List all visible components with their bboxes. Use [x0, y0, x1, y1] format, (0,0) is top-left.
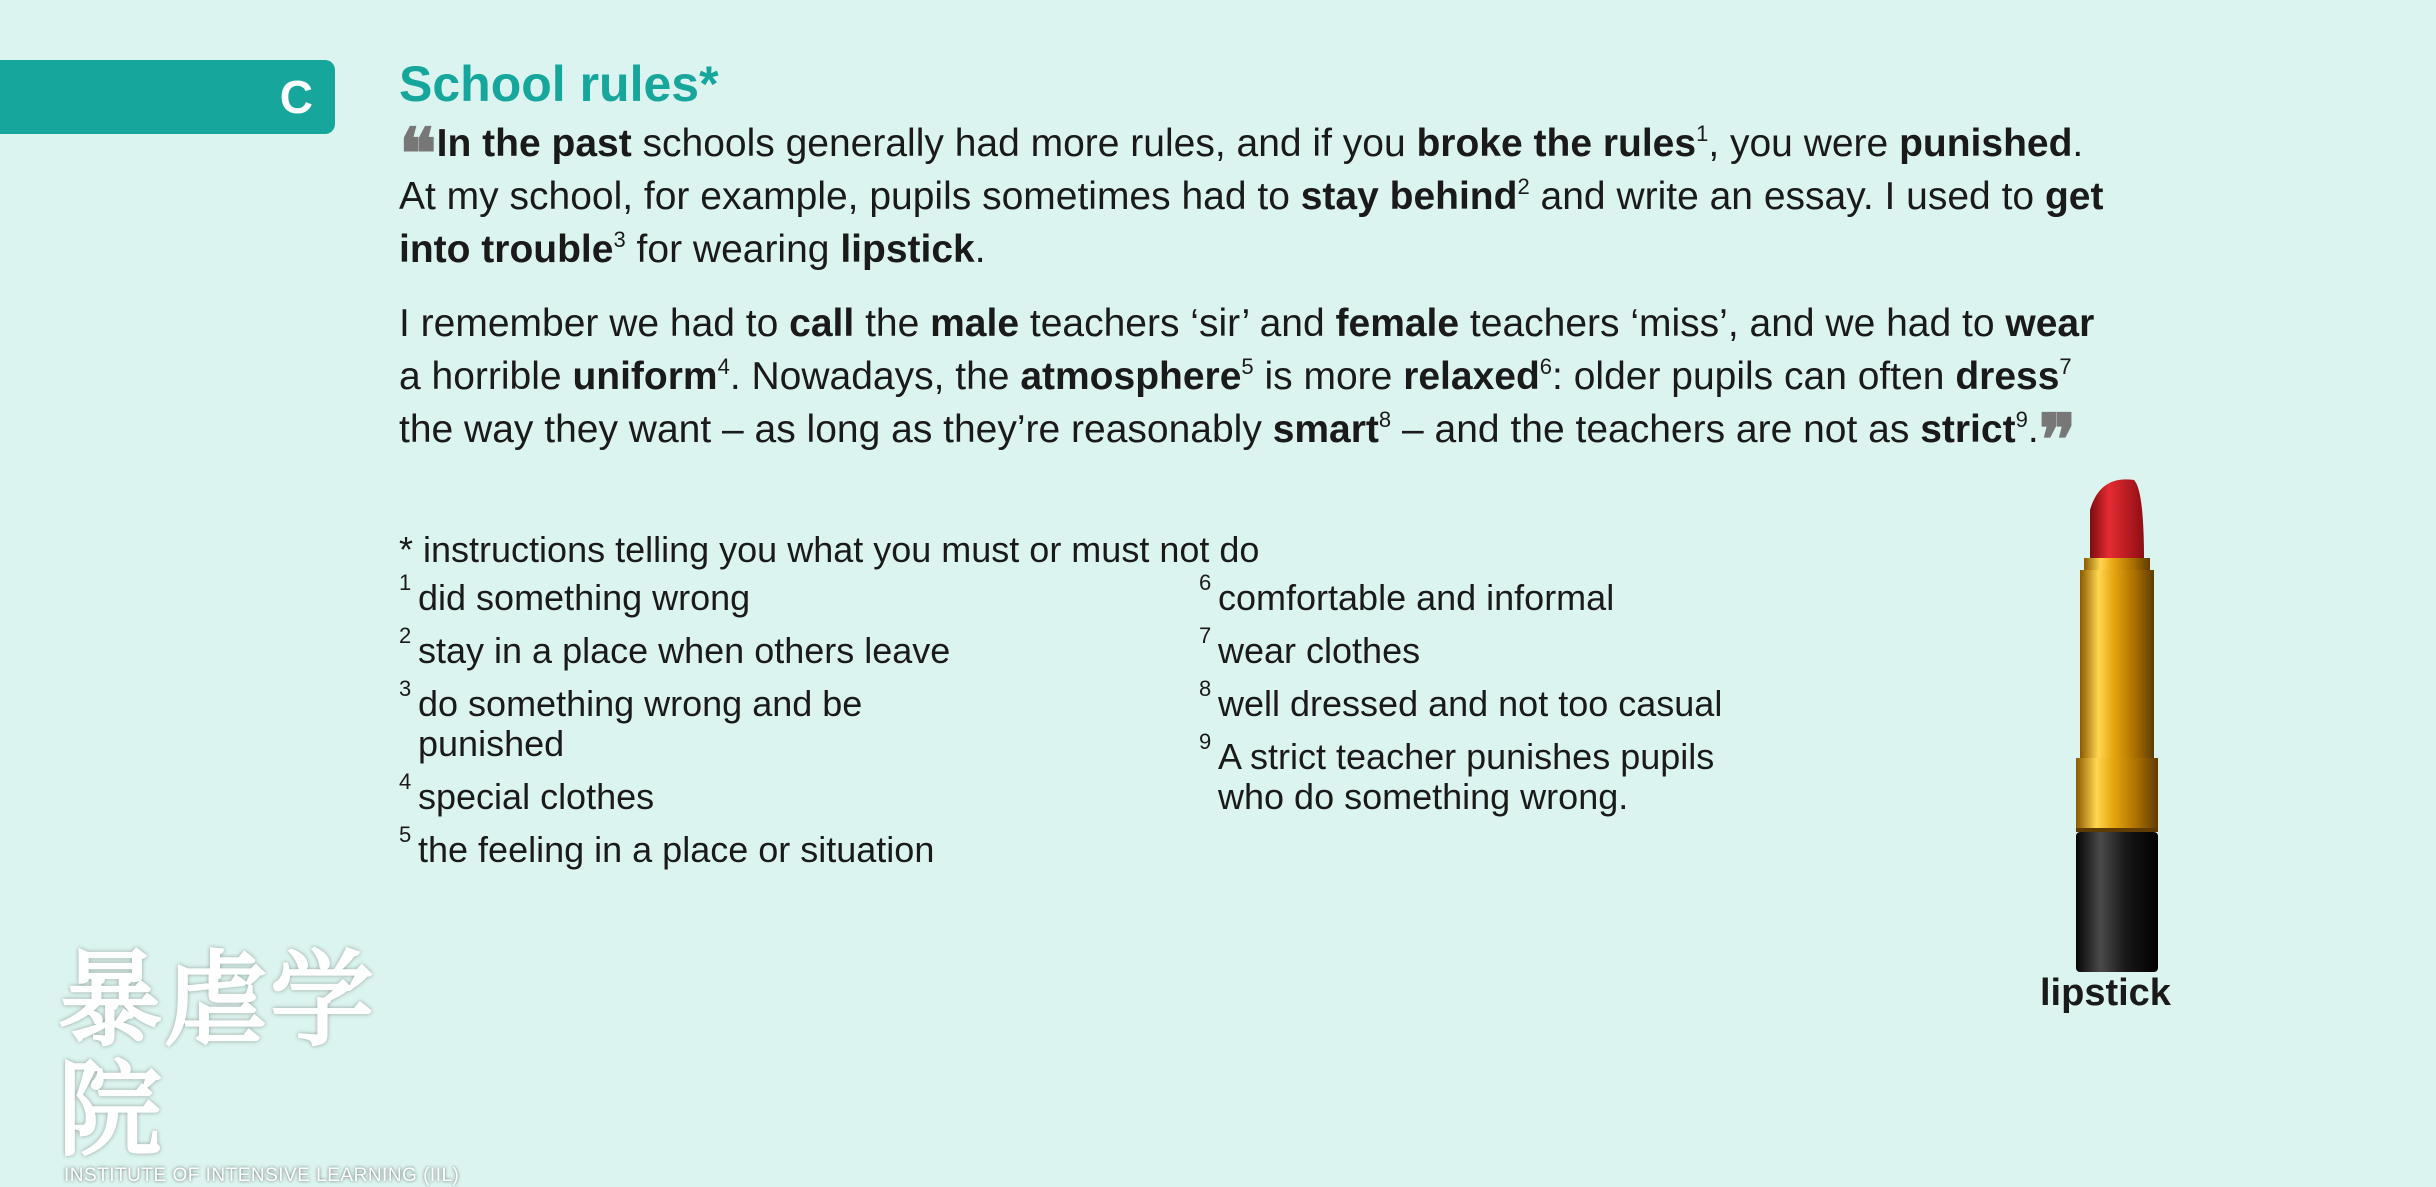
text-run: . At my school, for example, pupils sometimes had to — [399, 122, 2084, 218]
text-run: – and the teachers are not as — [1391, 408, 1921, 451]
text-run: is more — [1253, 355, 1404, 398]
glossary-item — [399, 676, 978, 764]
section-tab — [0, 60, 335, 134]
glossary-item — [1199, 676, 1778, 724]
bold-phrase: female — [1335, 302, 1460, 345]
bold-phrase: wear — [2005, 302, 2095, 345]
glossary-text: stay in a place when others leave — [418, 630, 951, 671]
section-title: School rules* — [399, 56, 719, 112]
bold-phrase: male — [930, 302, 1020, 345]
glossary-number: 8 — [1199, 676, 1212, 701]
glossary-text: special clothes — [418, 776, 655, 817]
footnote-ref: 1 — [1696, 121, 1709, 146]
bold-phrase: call — [789, 302, 855, 345]
watermark-logo — [58, 939, 478, 1186]
bold-phrase: dress — [1955, 355, 2060, 398]
text-run: , you were — [1708, 122, 1900, 165]
glossary-text: do something wrong and be punished — [418, 683, 863, 764]
bold-phrase: uniform — [572, 355, 718, 398]
bold-phrase: strict — [1920, 408, 2016, 451]
glossary-number: 1 — [399, 570, 412, 595]
text-run: . — [974, 228, 986, 271]
glossary-left — [399, 570, 978, 883]
footnote-ref: 2 — [1517, 174, 1530, 199]
glossary-item — [1199, 570, 1778, 618]
footnote-ref: 4 — [717, 354, 730, 379]
text-run: schools generally had more rules, and if you — [631, 122, 1417, 165]
open-quote-icon: ❝ — [399, 112, 437, 195]
glossary-text: comfortable and informal — [1218, 577, 1615, 618]
glossary-number: 4 — [399, 769, 412, 794]
glossary-text: the feeling in a place or situation — [418, 829, 935, 870]
section-letter: C — [279, 71, 313, 123]
lipstick-icon — [2052, 470, 2182, 980]
glossary-text: wear clothes — [1218, 630, 1421, 671]
glossary-text: did something wrong — [418, 577, 751, 618]
text-run: the — [854, 302, 931, 345]
bold-phrase: broke the rules — [1416, 122, 1697, 165]
footnote-ref: 7 — [2059, 354, 2072, 379]
glossary-item — [399, 769, 978, 817]
text-run: teachers ‘sir’ and — [1019, 302, 1336, 345]
text-run: I remember we had to — [399, 302, 790, 345]
bold-phrase: lipstick — [840, 228, 975, 271]
glossary-number: 6 — [1199, 570, 1212, 595]
lipstick-label: lipstick — [2040, 972, 2171, 1014]
glossary-right — [1199, 570, 1778, 830]
text-run: for wearing — [625, 228, 841, 271]
glossary-number: 7 — [1199, 623, 1212, 648]
text-run: the way they want – as long as they’re reasonably — [399, 408, 1273, 451]
paragraph-1 — [399, 112, 2119, 276]
glossary-text: A strict teacher punishes pupils who do something wrong. — [1218, 736, 1715, 817]
bold-phrase: relaxed — [1403, 355, 1540, 398]
glossary-number: 5 — [399, 822, 412, 847]
footnote-ref: 9 — [2015, 407, 2028, 432]
bold-phrase: In the past — [436, 122, 632, 165]
glossary-number: 3 — [399, 676, 412, 701]
bold-phrase: punished — [1899, 122, 2073, 165]
text-run: a horrible — [399, 355, 573, 398]
glossary-item — [1199, 729, 1758, 817]
logo-english-text: INSTITUTE OF INTENSIVE LEARNING (IIL) — [64, 1165, 460, 1186]
bold-phrase: atmosphere — [1020, 355, 1242, 398]
text-run: . Nowadays, the — [729, 355, 1021, 398]
lipstick-image — [2030, 470, 2220, 1030]
text-run: : older pupils can often — [1552, 355, 1956, 398]
bold-phrase: smart — [1272, 408, 1379, 451]
footnote-ref: 5 — [1241, 354, 1254, 379]
text-run: and write an essay. I used to — [1529, 175, 2045, 218]
close-quote-icon: ❞ — [2038, 398, 2077, 481]
text-run: teachers ‘miss’, and we had to — [1459, 302, 2006, 345]
title-footnote: * instructions telling you what you must or must not do — [399, 529, 1260, 570]
footnote-ref: 8 — [1378, 407, 1392, 432]
bold-phrase: get into trouble — [399, 175, 2104, 271]
logo-chinese-text: 暴虐学院 — [58, 939, 377, 1171]
glossary-item — [1199, 623, 1778, 671]
footnote-ref: 3 — [613, 227, 626, 252]
glossary-number: 9 — [1199, 729, 1212, 754]
bold-phrase: stay behind — [1300, 175, 1518, 218]
glossary-item — [399, 623, 978, 671]
paragraph-2 — [399, 297, 2119, 481]
footnote-ref: 6 — [1539, 354, 1553, 379]
glossary-item — [399, 570, 978, 618]
text-run: . — [2027, 408, 2039, 451]
glossary-item — [399, 822, 978, 870]
glossary-number: 2 — [399, 623, 412, 648]
glossary-text: well dressed and not too casual — [1218, 683, 1723, 724]
